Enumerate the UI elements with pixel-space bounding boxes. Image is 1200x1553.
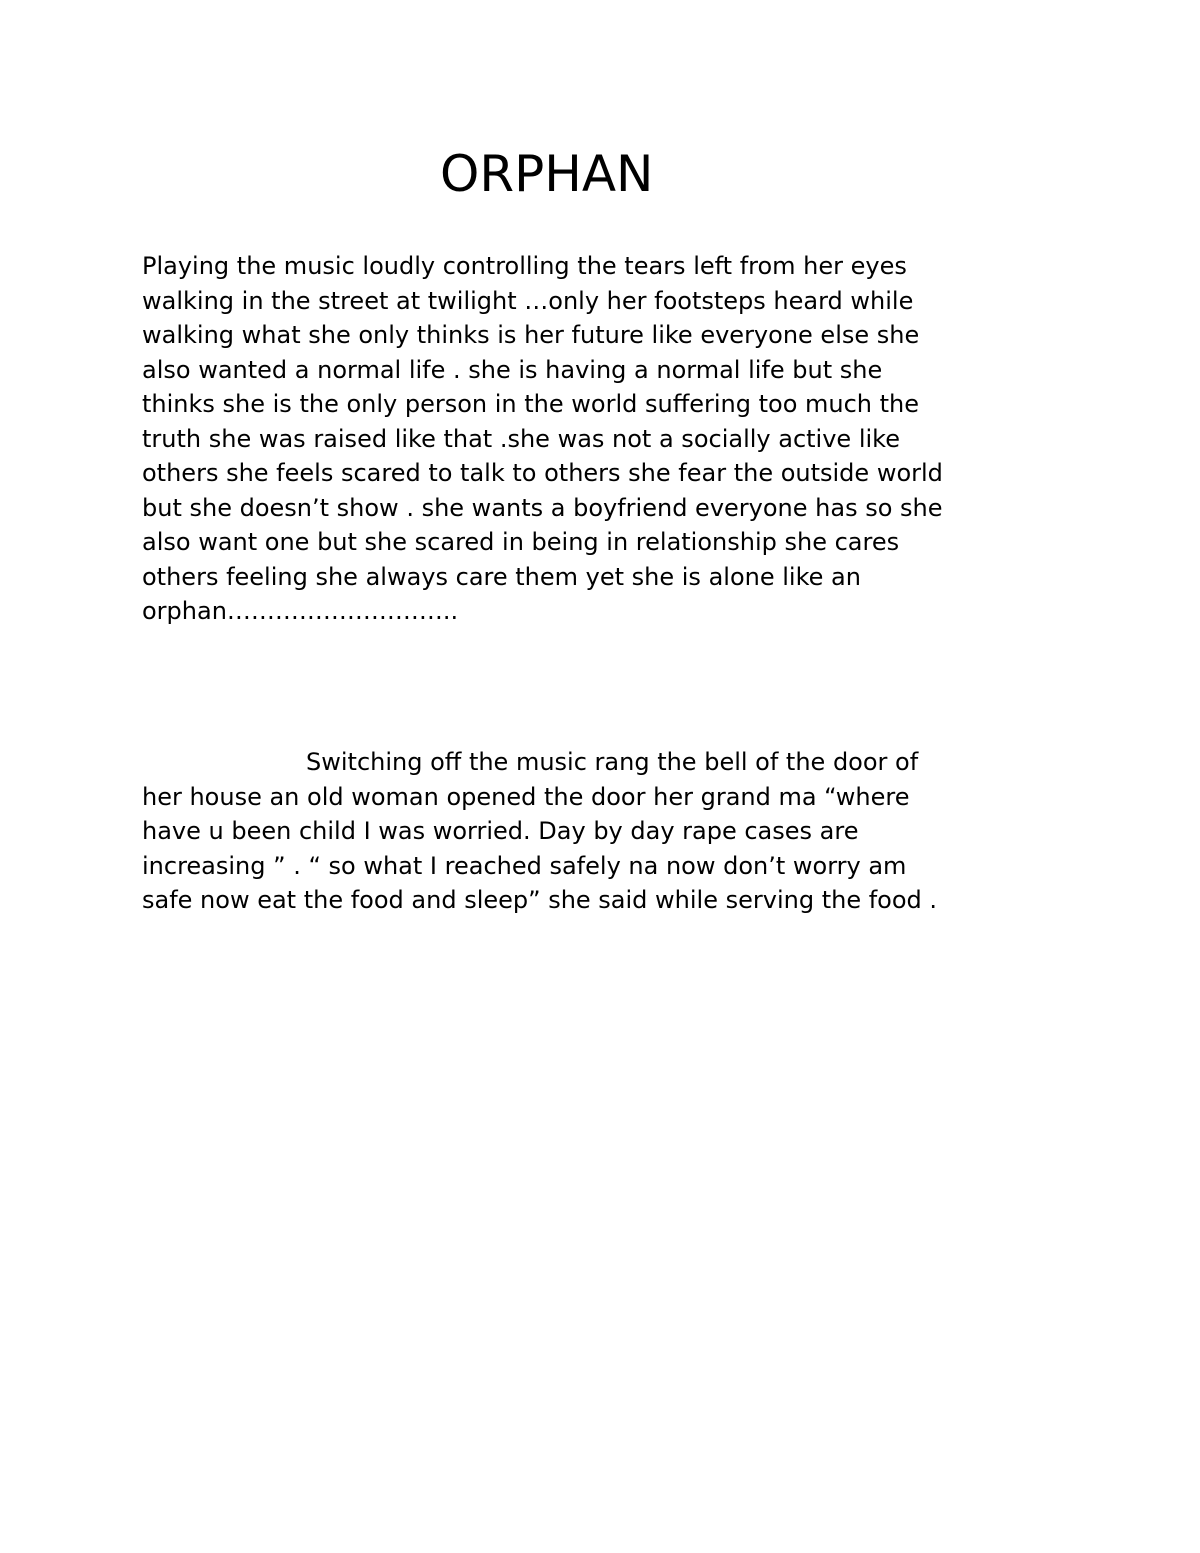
story-paragraph-2 — [142, 745, 937, 918]
paragraph-line: also wanted a normal life . she is having a normal life but she — [142, 355, 883, 384]
paragraph-line: Switching off the music rang the bell of the door of — [306, 748, 919, 776]
paragraph-line: orphan……………………….. — [142, 597, 459, 625]
paragraph-line: but she doesn’t show . she wants a boyfriend everyone has so she — [142, 493, 943, 522]
paragraph-line: increasing ” . “ so what I reached safely na now don’t worry am — [142, 851, 907, 880]
story-paragraph-1 — [142, 249, 943, 629]
paragraph-line: have u been child I was worried. Day by day rape cases are — [142, 817, 859, 845]
paragraph-line: truth she was raised like that .she was not a socially active like — [142, 424, 900, 453]
paragraph-line: her house an old woman opened the door her grand ma “where — [142, 782, 910, 811]
paragraph-line: safe now eat the food and sleep” she said while serving the food . — [142, 886, 938, 914]
paragraph-line: walking in the street at twilight …only her footsteps heard while — [142, 286, 914, 315]
paragraph-line: thinks she is the only person in the world suffering too much the — [142, 390, 920, 418]
paragraph-line: also want one but she scared in being in relationship she cares — [142, 528, 900, 556]
paragraph-line: Playing the music loudly controlling the tears left from her eyes — [142, 252, 907, 280]
document-title: ORPHAN — [440, 145, 654, 203]
paragraph-line: walking what she only thinks is her future like everyone else she — [142, 321, 920, 349]
paragraph-line: others she feels scared to talk to others she fear the outside world — [142, 459, 943, 487]
paragraph-line: others feeling she always care them yet she is alone like an — [142, 562, 861, 591]
